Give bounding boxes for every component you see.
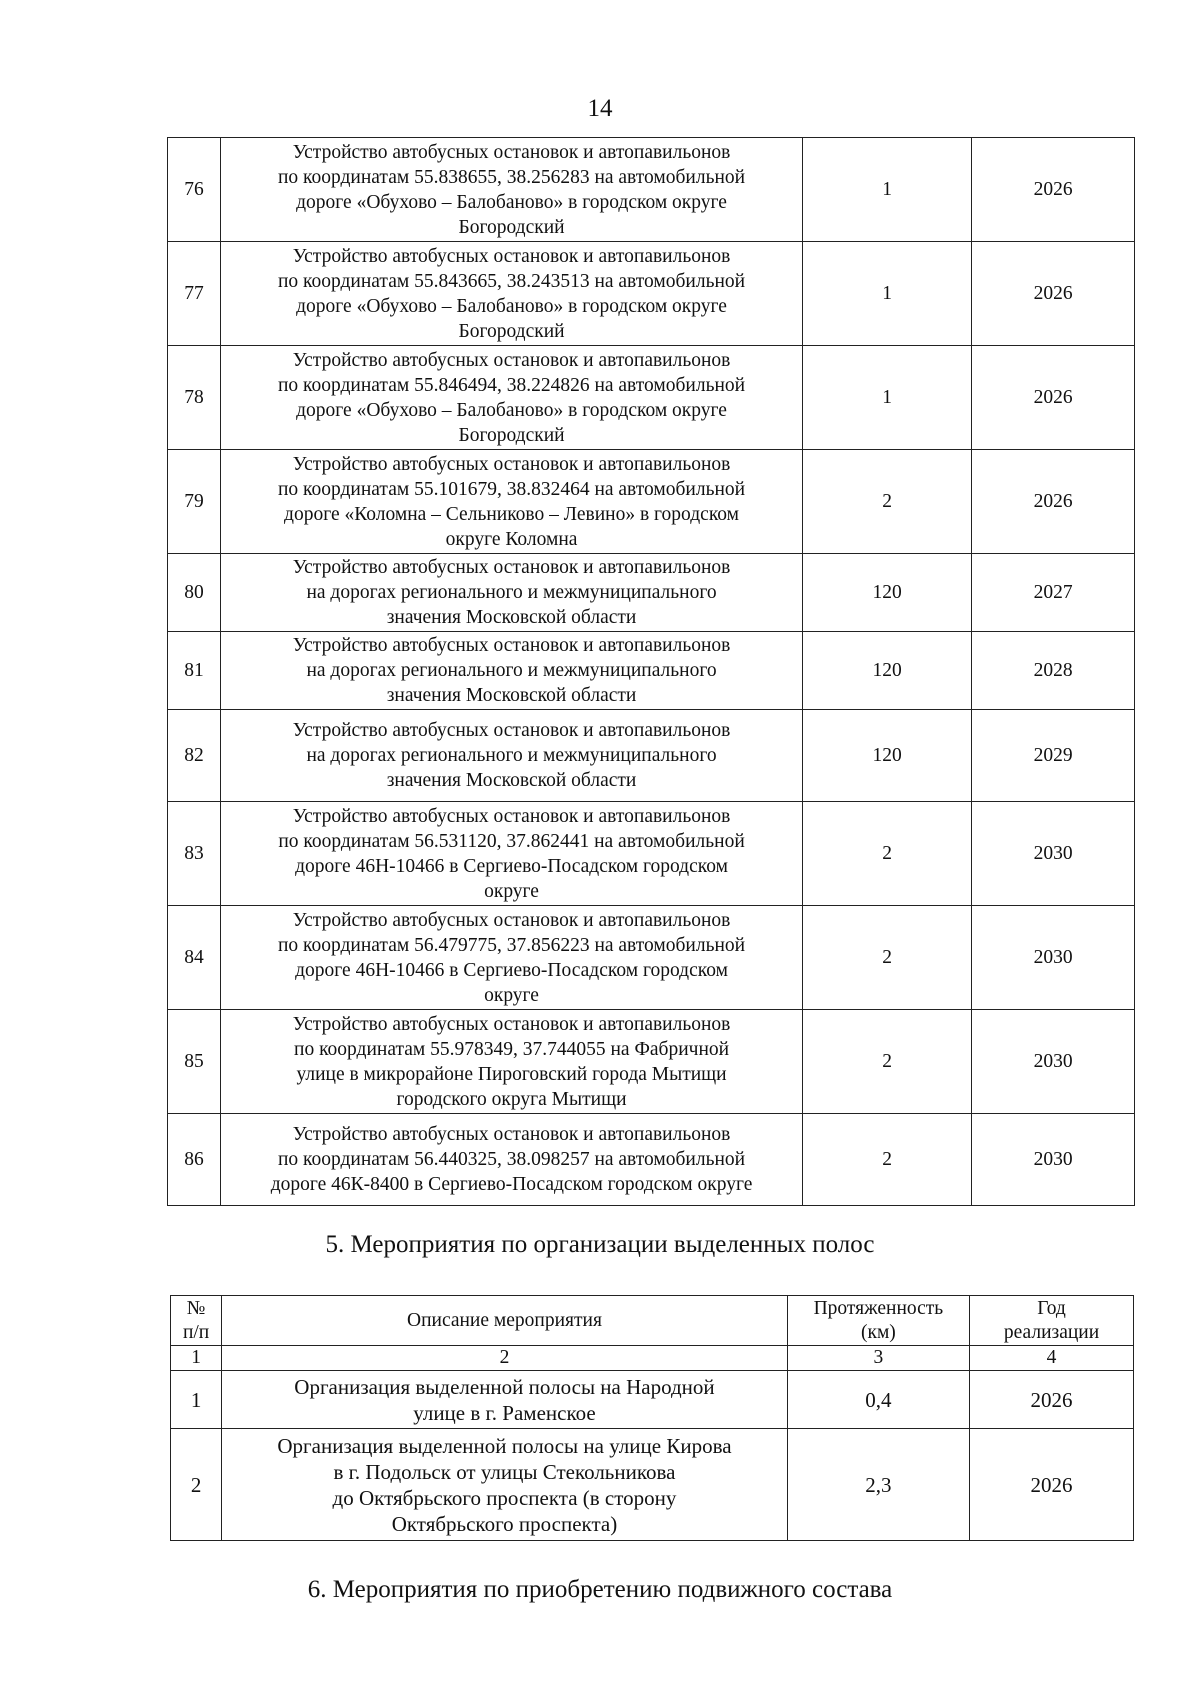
description-line: Устройство автобусных остановок и автопавильонов (292, 909, 731, 931)
row-quantity: 2 (803, 1010, 972, 1114)
row-year: 2030 (972, 802, 1135, 906)
description-line: Устройство автобусных остановок и автопавильонов (292, 1013, 731, 1035)
column-index: 3 (787, 1346, 969, 1371)
description-line: Устройство автобусных остановок и автопавильонов (292, 557, 731, 578)
table-row (168, 450, 1135, 554)
table-row (171, 1371, 1134, 1429)
table-row (168, 906, 1135, 1010)
description-line: Устройство автобусных остановок и автопавильонов (292, 141, 731, 163)
description-line: по координатам 55.101679, 38.832464 на автомобильной (277, 478, 746, 500)
table-row (168, 242, 1135, 346)
table-header-row (171, 1296, 1134, 1346)
row-quantity: 0,4 (787, 1371, 969, 1429)
description-line: Организация выделенной полосы на улице Кирова (277, 1433, 732, 1458)
row-quantity: 2 (803, 906, 972, 1010)
row-year: 2026 (972, 346, 1135, 450)
description-line: Богородский (458, 424, 565, 446)
description-line: дороге «Обухово – Балобаново» в городском округе (296, 399, 727, 421)
table-row (168, 346, 1135, 450)
column-index: 1 (171, 1346, 222, 1371)
row-year: 2030 (972, 1010, 1135, 1114)
table-row (171, 1429, 1134, 1541)
row-year: 2026 (972, 138, 1135, 242)
row-description (220, 1114, 802, 1206)
row-quantity: 2 (803, 450, 972, 554)
description-line: Устройство автобусных остановок и автопавильонов (292, 720, 731, 741)
row-number: 86 (168, 1114, 221, 1206)
description-line: дороге 46Н-10466 в Сергиево-Посадском городском (295, 959, 728, 981)
row-number: 85 (168, 1010, 221, 1114)
header-num: № п/п (171, 1296, 222, 1346)
row-year: 2026 (972, 450, 1135, 554)
description-line: округе Коломна (445, 528, 578, 550)
row-description (220, 242, 802, 346)
description-line: улице в г. Раменское (413, 1400, 596, 1425)
description-line: по координатам 55.846494, 38.224826 на автомобильной (277, 374, 746, 396)
row-quantity: 2 (803, 802, 972, 906)
row-description (220, 138, 802, 242)
table-row (168, 632, 1135, 710)
description-line: округе (484, 880, 539, 902)
description-line: Устройство автобусных остановок и автопавильонов (292, 453, 731, 475)
row-number: 84 (168, 906, 221, 1010)
column-index: 4 (970, 1346, 1134, 1371)
description-line: Устройство автобусных остановок и автопавильонов (292, 635, 731, 656)
row-quantity: 120 (803, 554, 972, 632)
description-line: значения Московской области (386, 685, 637, 706)
row-description (220, 632, 802, 710)
description-line: Устройство автобусных остановок и автопавильонов (292, 805, 731, 827)
row-year: 2026 (972, 242, 1135, 346)
description-line: Богородский (458, 216, 565, 238)
row-number: 82 (168, 710, 221, 802)
row-number: 79 (168, 450, 221, 554)
row-year: 2030 (972, 906, 1135, 1010)
row-number: 80 (168, 554, 221, 632)
table-row (168, 802, 1135, 906)
table-row (168, 554, 1135, 632)
row-number: 81 (168, 632, 221, 710)
row-quantity: 2 (803, 1114, 972, 1206)
row-number: 1 (171, 1371, 222, 1429)
row-quantity: 120 (803, 710, 972, 802)
table-row (168, 710, 1135, 802)
row-quantity: 2,3 (787, 1429, 969, 1541)
description-line: в г. Подольск от улицы Стекольникова (333, 1459, 676, 1484)
page-number: 14 (587, 95, 613, 122)
row-number: 83 (168, 802, 221, 906)
description-line: Организация выделенной полосы на Народной (294, 1374, 715, 1399)
bus-stops-table (167, 137, 1135, 1206)
row-description (220, 346, 802, 450)
row-number: 77 (168, 242, 221, 346)
header-length: Протяженность (км) (787, 1296, 969, 1346)
row-description (220, 906, 802, 1010)
row-quantity: 1 (803, 242, 972, 346)
row-description (220, 554, 802, 632)
description-line: до Октябрьского проспекта (в сторону (332, 1485, 677, 1510)
row-year: 2026 (970, 1371, 1134, 1429)
table-row (168, 1114, 1135, 1206)
row-number: 76 (168, 138, 221, 242)
description-line: значения Московской области (386, 770, 637, 791)
table-row (168, 138, 1135, 242)
description-line: дороге «Коломна – Сельниково – Левино» в городском (284, 503, 740, 525)
description-line: по координатам 56.479775, 37.856223 на автомобильной (277, 934, 746, 956)
row-description (220, 710, 802, 802)
description-line: по координатам 55.978349, 37.744055 на Фабричной (294, 1038, 730, 1060)
header-description: Описание мероприятия (222, 1296, 788, 1346)
description-line: округе (484, 984, 539, 1006)
column-index: 2 (222, 1346, 788, 1371)
header-year: Год реализации (970, 1296, 1134, 1346)
description-line: Богородский (458, 320, 565, 342)
description-line: дороге 46Н-10466 в Сергиево-Посадском городском (295, 855, 728, 877)
row-description (222, 1429, 788, 1541)
description-line: по координатам 56.531120, 37.862441 на автомобильной (278, 830, 745, 852)
row-number: 2 (171, 1429, 222, 1541)
description-line: городского округа Мытищи (396, 1088, 627, 1110)
description-line: Устройство автобусных остановок и автопавильонов (292, 1124, 731, 1145)
table-row (168, 1010, 1135, 1114)
row-description (220, 1010, 802, 1114)
description-line: дороге 46К-8400 в Сергиево-Посадском городском округе (270, 1174, 753, 1195)
row-description (220, 802, 802, 906)
row-description (220, 450, 802, 554)
row-year: 2029 (972, 710, 1135, 802)
description-line: дороге «Обухово – Балобаново» в городском округе (296, 191, 727, 213)
dedicated-lanes-table (170, 1295, 1134, 1541)
row-year: 2027 (972, 554, 1135, 632)
description-line: на дорогах регионального и межмуниципального (306, 582, 717, 603)
description-line: Устройство автобусных остановок и автопавильонов (292, 349, 731, 371)
description-line: по координатам 56.440325, 38.098257 на автомобильной (277, 1149, 746, 1170)
row-quantity: 1 (803, 138, 972, 242)
row-year: 2028 (972, 632, 1135, 710)
description-line: Устройство автобусных остановок и автопавильонов (292, 245, 731, 267)
row-year: 2026 (970, 1429, 1134, 1541)
description-line: дороге «Обухово – Балобаново» в городском округе (296, 295, 727, 317)
section-6-title: 6. Мероприятия по приобретению подвижного состава (307, 1576, 893, 1603)
description-line: на дорогах регионального и межмуниципального (306, 745, 717, 766)
description-line: на дорогах регионального и межмуниципального (306, 660, 717, 681)
description-line: по координатам 55.838655, 38.256283 на автомобильной (277, 166, 746, 188)
row-description (222, 1371, 788, 1429)
row-year: 2030 (972, 1114, 1135, 1206)
description-line: улице в микрорайоне Пироговский города Мытищи (296, 1063, 727, 1085)
row-quantity: 120 (803, 632, 972, 710)
description-line: по координатам 55.843665, 38.243513 на автомобильной (277, 270, 746, 292)
section-5-title: 5. Мероприятия по организации выделенных полос (325, 1231, 875, 1258)
row-number: 78 (168, 346, 221, 450)
description-line: значения Московской области (386, 607, 637, 628)
row-quantity: 1 (803, 346, 972, 450)
column-index-row (171, 1346, 1134, 1371)
description-line: Октябрьского проспекта) (391, 1511, 618, 1536)
